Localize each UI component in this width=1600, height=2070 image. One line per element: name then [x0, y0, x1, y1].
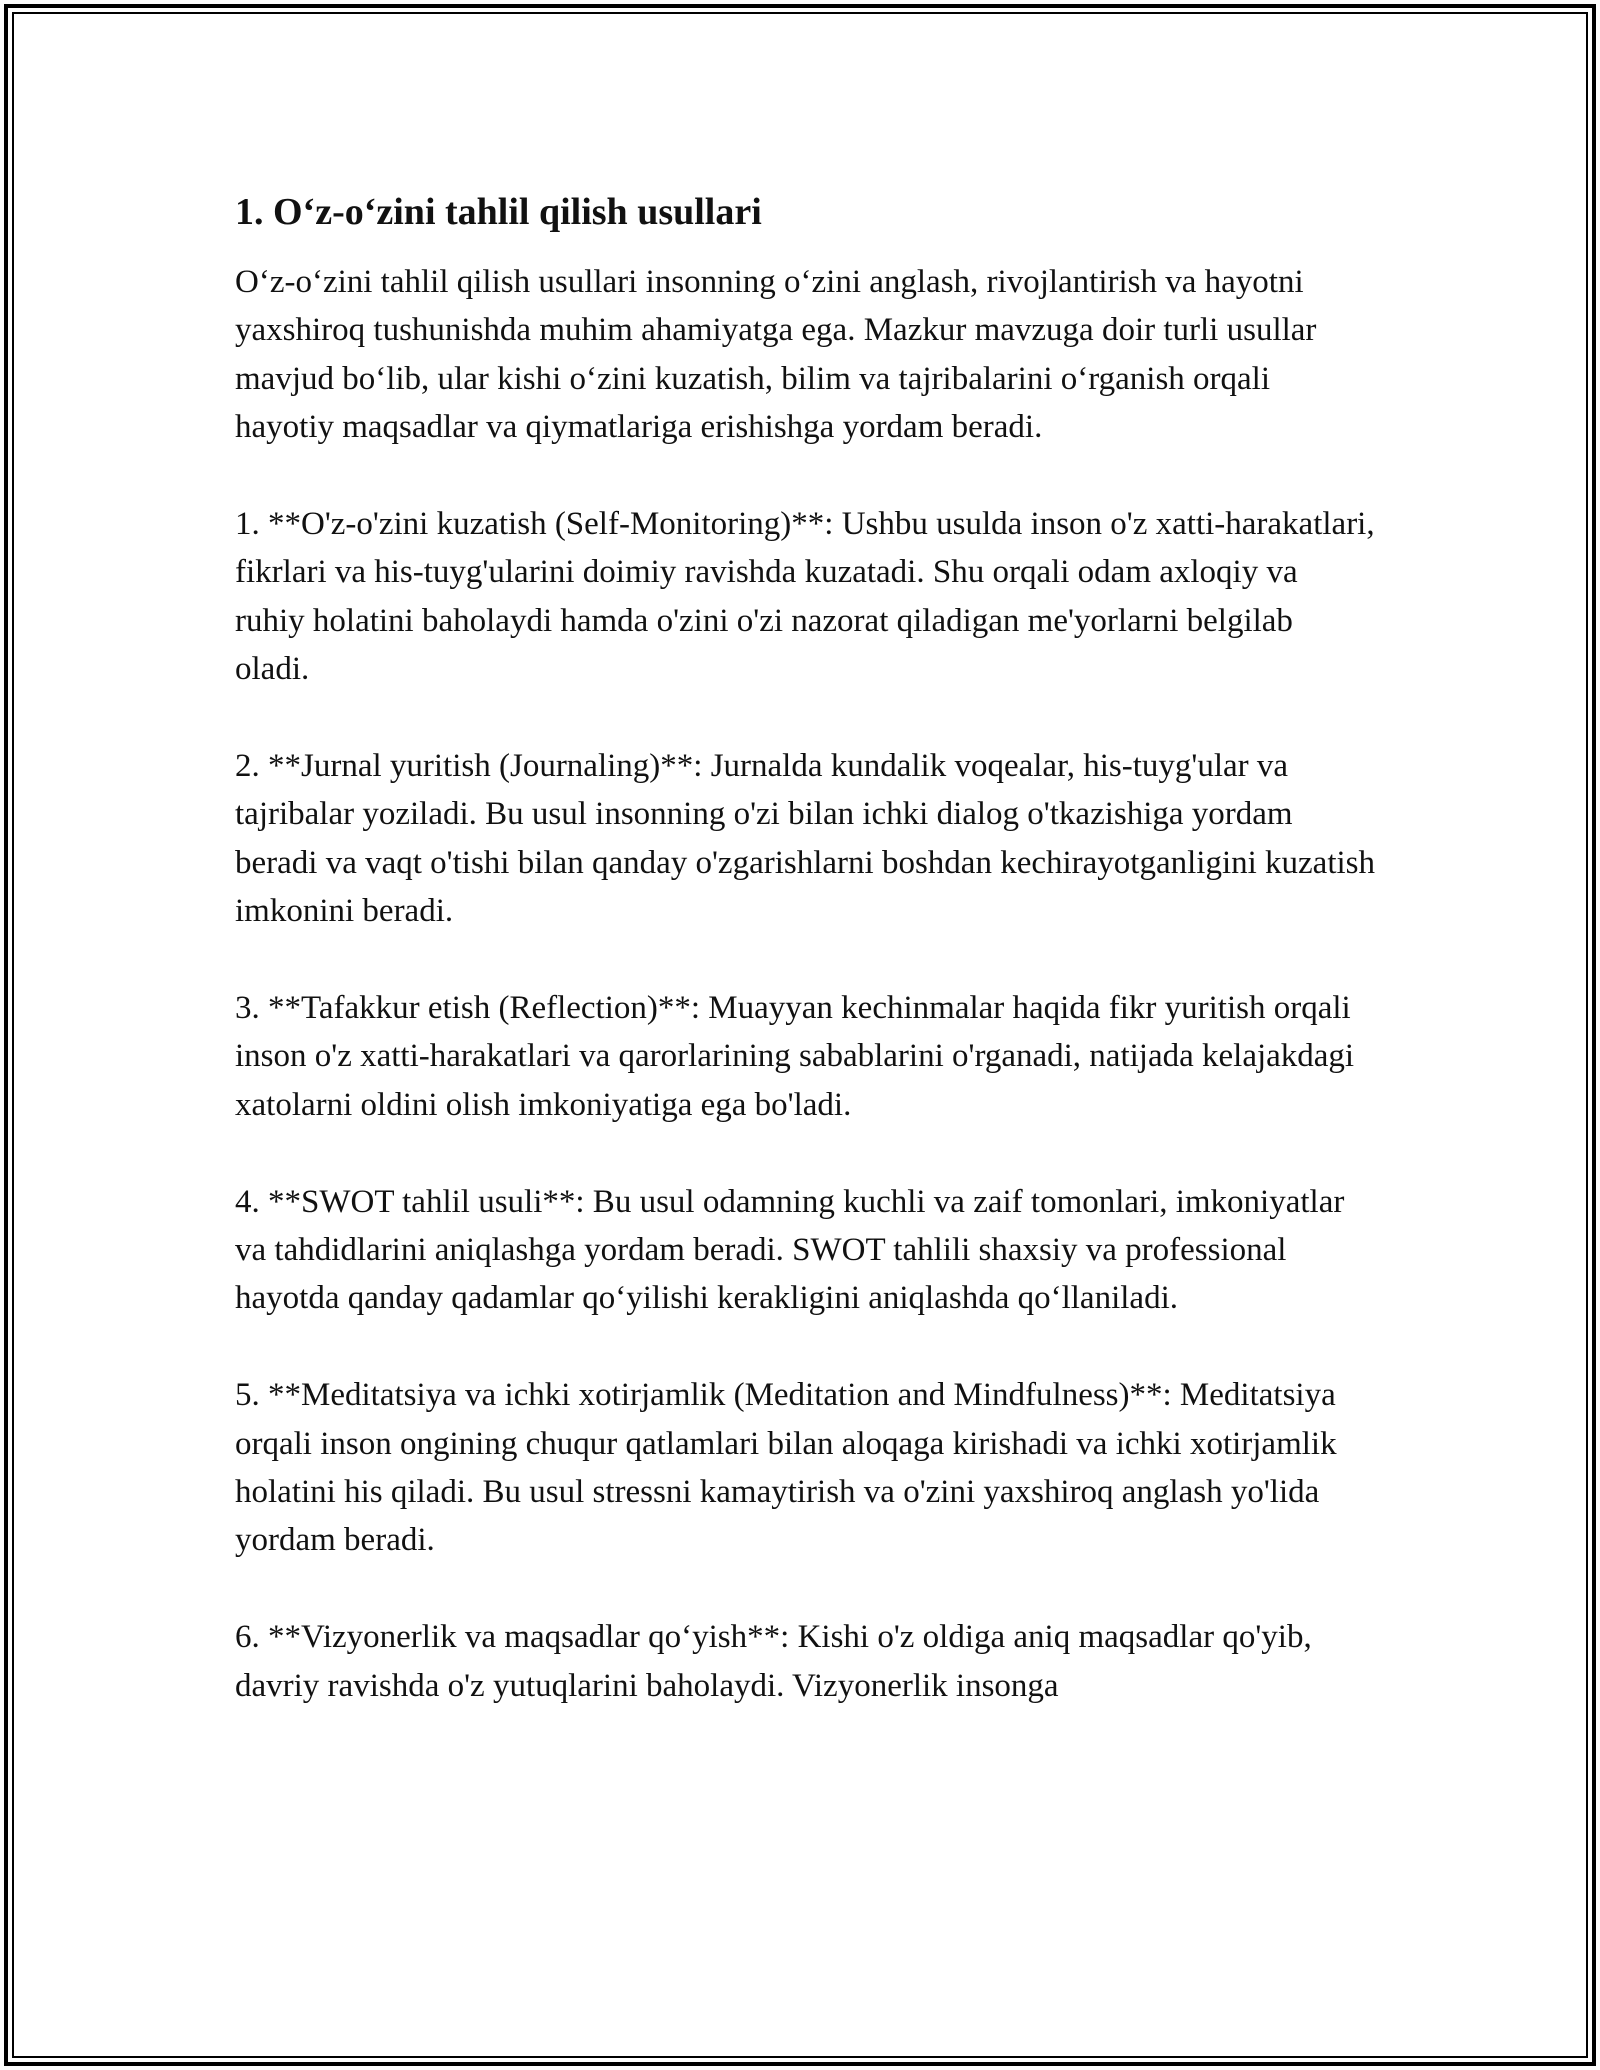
method-goal-setting: 6. **Vizyonerlik va maqsadlar qo‘yish**: Kishi o'z oldiga aniq maqsadlar qo'yib, davriy ravishda o'z yutuqlarini baholaydi. Vizyonerlik insonga — [235, 1619, 1312, 1704]
document-body — [235, 188, 1375, 1758]
method-meditation: 5. **Meditatsiya va ichki xotirjamlik (Meditation and Mindfulness)**: Meditatsiya orqali inson ongining chuqur qatlamlari bilan aloqaga kirishadi va ichki xotirjamlik holatini his qiladi. Bu usul stressni kamaytirish va o'zini yaxshiroq anglash yo'lida yordam beradi. — [235, 1377, 1337, 1559]
method-journaling: 2. **Jurnal yuritish (Journaling)**: Jurnalda kundalik voqealar, his-tuyg'ular va tajribalar yoziladi. Bu usul insonning o'zi bilan ichki dialog o'tkazishiga yordam beradi va vaqt o'tishi bilan qanday o'zgarishlarni boshdan kechirayotganligini kuzatish imkonini beradi. — [235, 748, 1375, 930]
intro-paragraph: O‘z-o‘zini tahlil qilish usullari insonning o‘zini anglash, rivojlantirish va hayotni yaxshiroq tushunishda muhim ahamiyatga ega. Mazkur mavzuga doir turli usullar mavjud bo‘lib, ular kishi o‘zini kuzatish, bilim va tajribalarini o‘rganish orqali hayotiy maqsadlar va qiymatlariga erishishga yordam beradi. — [235, 264, 1317, 446]
method-reflection: 3. **Tafakkur etish (Reflection)**: Muayyan kechinmalar haqida fikr yuritish orqali inson o'z xatti-harakatlari va qarorlarining sabablarini o'rganadi, natijada kelajakdagi xatolarni oldini olish imkoniyatiga ega bo'ladi. — [235, 990, 1355, 1123]
method-self-monitoring: 1. **O'z-o'zini kuzatish (Self-Monitoring)**: Ushbu usulda inson o'z xatti-harakatlari, fikrlari va his-tuyg'ularini doimiy ravishda kuzatadi. Shu orqali odam axloqiy va ruhiy holatini baholaydi hamda o'zini o'zi nazorat qiladigan me'yorlarni belgilab oladi. — [235, 506, 1375, 688]
method-swot: 4. **SWOT tahlil usuli**: Bu usul odamning kuchli va zaif tomonlari, imkoniyatlar va tahdidlarini aniqlashga yordam beradi. SWOT tahlili shaxsiy va professional hayotda qanday qadamlar qo‘yilishi kerakligini aniqlashda qo‘llaniladi. — [235, 1183, 1345, 1317]
section-heading: 1. O‘z-o‘zini tahlil qilish usullari — [235, 191, 762, 233]
